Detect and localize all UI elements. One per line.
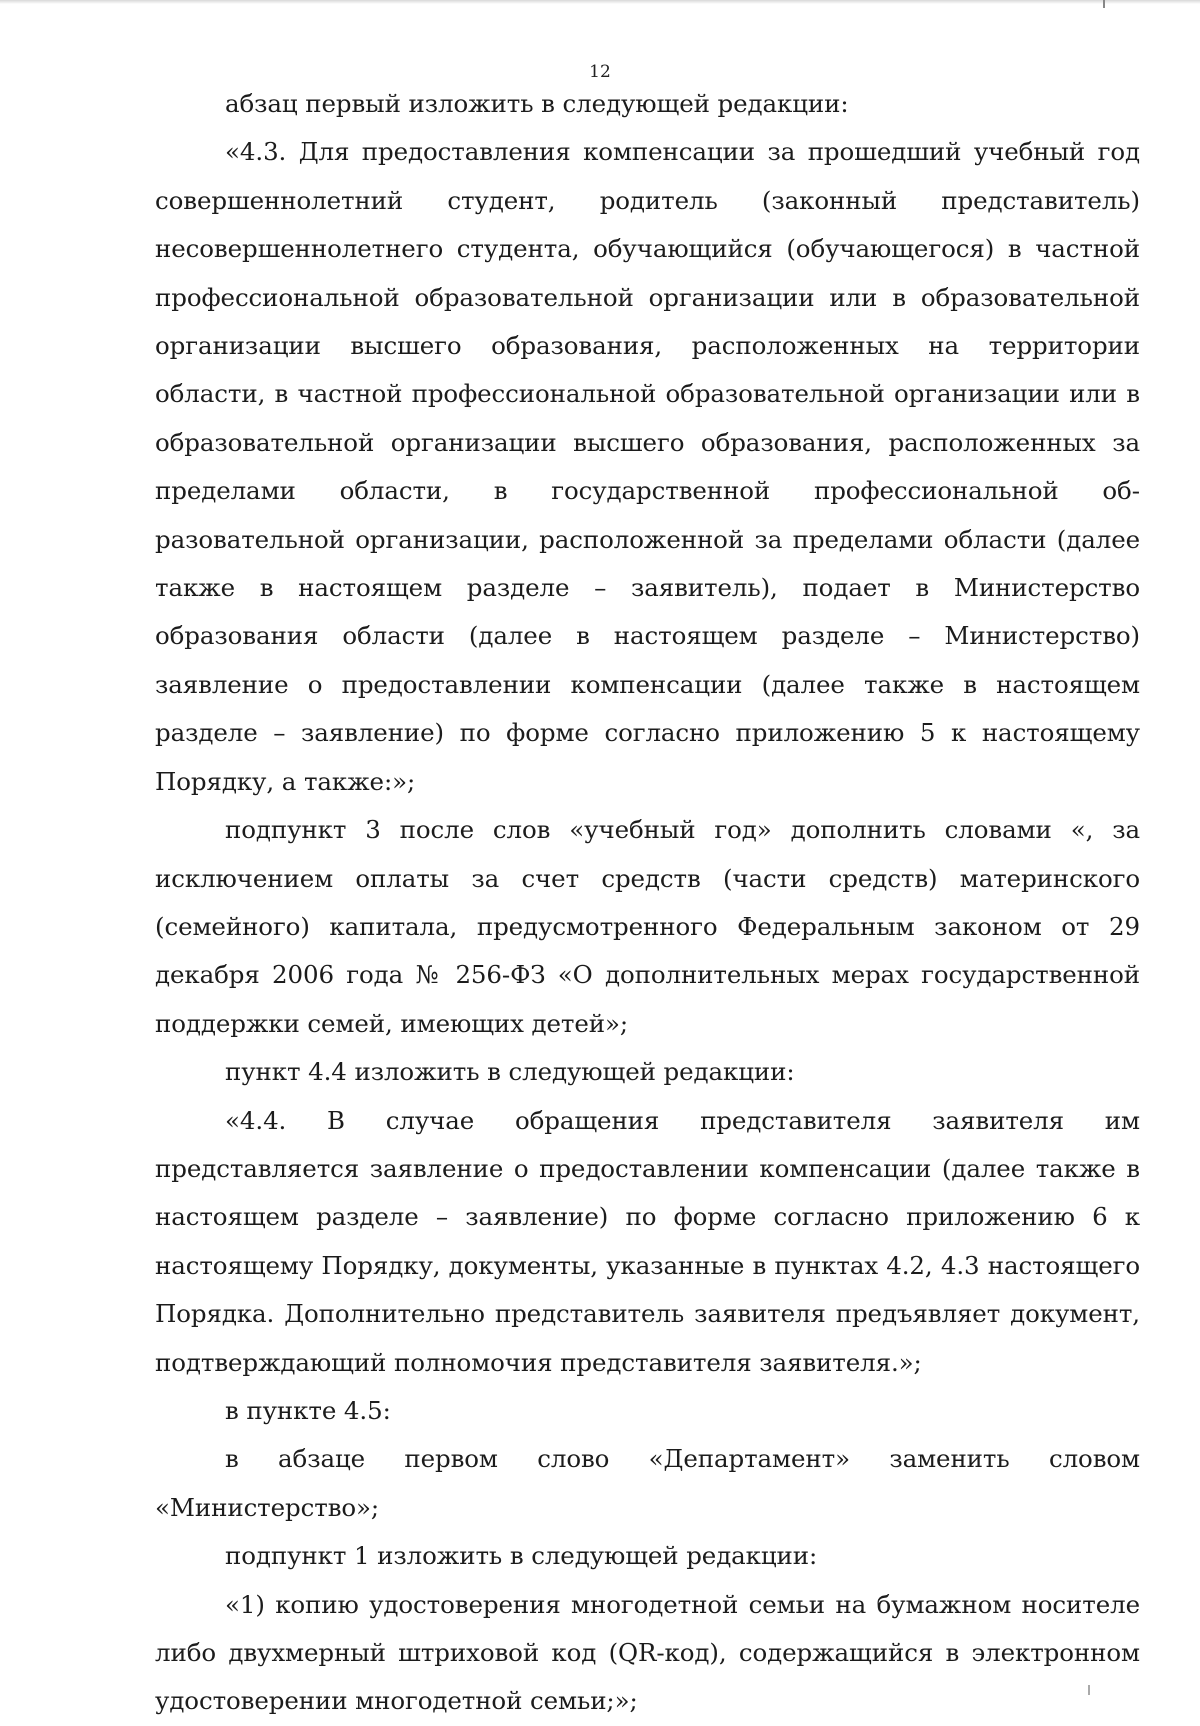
scan-corner-mark	[1103, 0, 1105, 8]
paragraph-podpunkt-3: подпункт 3 после слов «учебный год» дополнить словами «, за исключением оплаты за счет средств (части средств) материнского (семейного) капитала, предусмотренного Федеральным законом от 29 декабря 2006 года № 256-ФЗ «О дополнительных мерах государственной поддержки семей, имеющих детей»;	[155, 815, 1140, 1038]
scan-top-edge	[0, 0, 1200, 4]
document-body	[155, 80, 1140, 1726]
paragraph-punkt-4-4-intro: пункт 4.4 изложить в следующей редакции:	[225, 1057, 795, 1087]
paragraph-punkt-4-4: «4.4. В случае обращения представителя заявителя им представляется заявление о предоставлении компенсации (далее также в настоящем разделе – заявление) по форме согласно приложению 6 к настоящему Порядку, документы, указанные в пунктах 4.2, 4.3 настоящего Порядка. Дополнительно представитель заявителя предъявляет документ, подтверждающий полномочия представителя заявителя.»;	[155, 1105, 1140, 1377]
page-number: 12	[589, 62, 611, 82]
paragraph-punkt-4-3: «4.3. Для предоставления компенсации за прошедший учебный год совершеннолетний студент, родитель (законный представитель) несовершеннолетнего студента, обучающийся (обучающегося) в частной профессиональной образовательной организации или в образовательной организации высшего образования, расположенных на территории области, в частной профессиональной образовательной организации или в образовательной организации высшего образования, расположенных за пределами области, в государственной профессиональной образовательной организации, расположенной за пределами области (далее также в настоящем разделе – заявитель), подает в Министерство образования области (далее в настоящем разделе – Министерство) заявление о предоставлении компенсации (далее также в настоящем разделе – заявление) по форме согласно приложению 5 к настоящему Порядку, а также:»;	[155, 137, 1140, 796]
paragraph-podpunkt-1: «1) копию удостоверения многодетной семьи на бумажном носителе либо двухмерный штриховой код (QR-код), содержащийся в электронном удостоверении многодетной семьи;»;	[155, 1589, 1140, 1716]
paragraph-abzac-pervyi: абзац первый изложить в следующей редакции:	[225, 89, 849, 118]
paragraph-podpunkt-1-intro: подпункт 1 изложить в следующей редакции:	[225, 1541, 818, 1571]
paragraph-punkt-4-5-intro: в пункте 4.5:	[225, 1395, 391, 1425]
paragraph-abzac-slovo-zamena: в абзаце первом слово «Департамент» заменить словом «Министерство»;	[155, 1444, 1140, 1522]
scan-bottom-mark	[1088, 1685, 1090, 1695]
